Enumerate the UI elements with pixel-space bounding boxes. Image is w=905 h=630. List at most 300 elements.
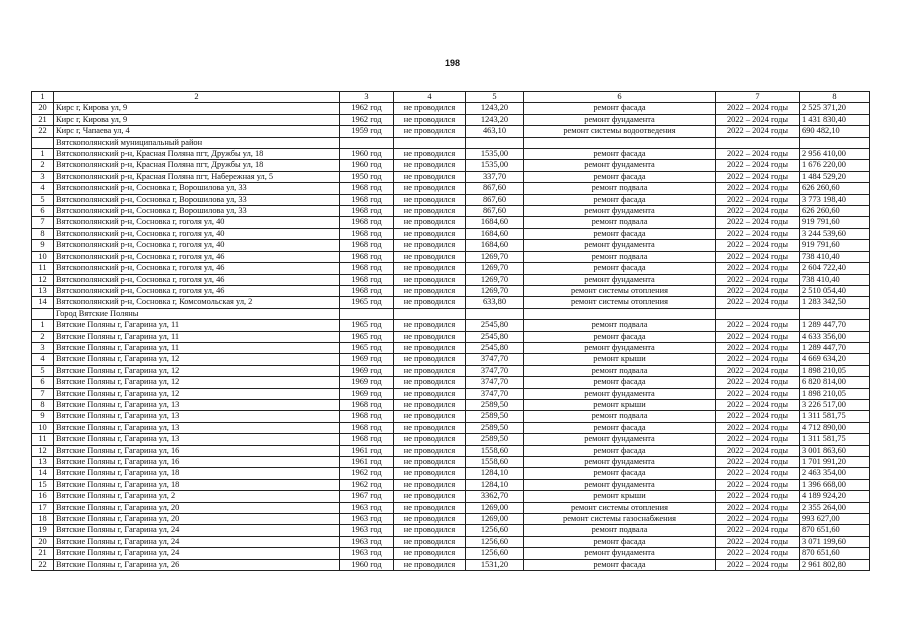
area-cell: 2589,50 bbox=[466, 411, 524, 422]
work-type-cell: ремонт фасада bbox=[524, 194, 716, 205]
section-spacer bbox=[32, 308, 54, 319]
overhaul-status-cell: не проводился bbox=[394, 377, 466, 388]
area-cell: 1269,70 bbox=[466, 285, 524, 296]
address-cell: Вятские Поляны г, Гагарина ул, 12 bbox=[54, 377, 340, 388]
work-type-cell: ремонт фасада bbox=[524, 103, 716, 114]
build-year-cell: 1961 год bbox=[340, 445, 394, 456]
build-year-cell: 1963 год bbox=[340, 536, 394, 547]
build-year-cell: 1969 год bbox=[340, 388, 394, 399]
period-cell: 2022 – 2024 годы bbox=[716, 320, 800, 331]
period-cell: 2022 – 2024 годы bbox=[716, 331, 800, 342]
row-number: 5 bbox=[32, 194, 54, 205]
period-cell: 2022 – 2024 годы bbox=[716, 126, 800, 137]
area-cell: 3747,70 bbox=[466, 365, 524, 376]
row-number: 15 bbox=[32, 479, 54, 490]
row-number: 10 bbox=[32, 251, 54, 262]
work-type-cell: ремонт фасада bbox=[524, 559, 716, 570]
section-title: Вятскополянский муниципальный район bbox=[54, 137, 340, 148]
area-cell: 2589,50 bbox=[466, 399, 524, 410]
build-year-cell: 1968 год bbox=[340, 434, 394, 445]
table-row bbox=[32, 536, 870, 547]
column-header: 8 bbox=[800, 92, 870, 103]
period-cell: 2022 – 2024 годы bbox=[716, 468, 800, 479]
page-number: 198 bbox=[444, 58, 461, 68]
area-cell: 1684,60 bbox=[466, 217, 524, 228]
table-row bbox=[32, 194, 870, 205]
area-cell: 1684,60 bbox=[466, 228, 524, 239]
table-row bbox=[32, 548, 870, 559]
address-cell: Вятские Поляны г, Гагарина ул, 2 bbox=[54, 491, 340, 502]
area-cell: 463,10 bbox=[466, 126, 524, 137]
period-cell: 2022 – 2024 годы bbox=[716, 342, 800, 353]
period-cell: 2022 – 2024 годы bbox=[716, 445, 800, 456]
overhaul-status-cell: не проводился bbox=[394, 514, 466, 525]
address-cell: Вятские Поляны г, Гагарина ул, 13 bbox=[54, 434, 340, 445]
row-number: 6 bbox=[32, 206, 54, 217]
section-spacer bbox=[340, 308, 394, 319]
build-year-cell: 1968 год bbox=[340, 228, 394, 239]
row-number: 19 bbox=[32, 525, 54, 536]
column-header: 6 bbox=[524, 92, 716, 103]
work-type-cell: ремонт крыши bbox=[524, 491, 716, 502]
area-cell: 867,60 bbox=[466, 194, 524, 205]
table-row bbox=[32, 502, 870, 513]
section-row bbox=[32, 308, 870, 319]
work-type-cell: ремонт подвала bbox=[524, 251, 716, 262]
work-type-cell: ремонт фасада bbox=[524, 445, 716, 456]
address-cell: Вятские Поляны г, Гагарина ул, 11 bbox=[54, 331, 340, 342]
table-row bbox=[32, 160, 870, 171]
build-year-cell: 1968 год bbox=[340, 206, 394, 217]
cost-cell: 2 525 371,20 bbox=[800, 103, 870, 114]
build-year-cell: 1968 год bbox=[340, 263, 394, 274]
work-type-cell: ремонт подвала bbox=[524, 183, 716, 194]
cost-cell: 3 773 198,40 bbox=[800, 194, 870, 205]
cost-cell: 690 482,10 bbox=[800, 126, 870, 137]
address-cell: Вятские Поляны г, Гагарина ул, 18 bbox=[54, 479, 340, 490]
build-year-cell: 1960 год bbox=[340, 149, 394, 160]
address-cell: Кирс г, Кирова ул, 9 bbox=[54, 114, 340, 125]
area-cell: 3747,70 bbox=[466, 388, 524, 399]
column-header: 2 bbox=[54, 92, 340, 103]
address-cell: Вятские Поляны г, Гагарина ул, 12 bbox=[54, 365, 340, 376]
area-cell: 1284,10 bbox=[466, 468, 524, 479]
period-cell: 2022 – 2024 годы bbox=[716, 377, 800, 388]
period-cell: 2022 – 2024 годы bbox=[716, 206, 800, 217]
column-header: 7 bbox=[716, 92, 800, 103]
area-cell: 2589,50 bbox=[466, 422, 524, 433]
table-row bbox=[32, 468, 870, 479]
cost-cell: 2 956 410,00 bbox=[800, 149, 870, 160]
address-cell: Вятские Поляны г, Гагарина ул, 13 bbox=[54, 422, 340, 433]
period-cell: 2022 – 2024 годы bbox=[716, 388, 800, 399]
area-cell: 1269,70 bbox=[466, 274, 524, 285]
section-spacer bbox=[524, 137, 716, 148]
period-cell: 2022 – 2024 годы bbox=[716, 548, 800, 559]
section-spacer bbox=[394, 308, 466, 319]
column-header: 5 bbox=[466, 92, 524, 103]
period-cell: 2022 – 2024 годы bbox=[716, 228, 800, 239]
address-cell: Вятскополянский р-н, Сосновка г, Ворошилова ул, 33 bbox=[54, 194, 340, 205]
build-year-cell: 1963 год bbox=[340, 514, 394, 525]
cost-cell: 3 226 517,00 bbox=[800, 399, 870, 410]
address-cell: Вятскополянский р-н, Сосновка г, гоголя ул, 40 bbox=[54, 217, 340, 228]
cost-cell: 1 283 342,50 bbox=[800, 297, 870, 308]
period-cell: 2022 – 2024 годы bbox=[716, 194, 800, 205]
cost-cell: 2 355 264,00 bbox=[800, 502, 870, 513]
cost-cell: 2 604 722,40 bbox=[800, 263, 870, 274]
table-row bbox=[32, 411, 870, 422]
cost-cell: 870 651,60 bbox=[800, 548, 870, 559]
work-type-cell: ремонт системы отопления bbox=[524, 285, 716, 296]
area-cell: 867,60 bbox=[466, 206, 524, 217]
build-year-cell: 1969 год bbox=[340, 354, 394, 365]
overhaul-status-cell: не проводился bbox=[394, 354, 466, 365]
row-number: 13 bbox=[32, 285, 54, 296]
table-row bbox=[32, 263, 870, 274]
overhaul-status-cell: не проводился bbox=[394, 171, 466, 182]
overhaul-status-cell: не проводился bbox=[394, 422, 466, 433]
cost-cell: 1 676 220,00 bbox=[800, 160, 870, 171]
row-number: 4 bbox=[32, 354, 54, 365]
row-number: 11 bbox=[32, 263, 54, 274]
row-number: 13 bbox=[32, 457, 54, 468]
period-cell: 2022 – 2024 годы bbox=[716, 559, 800, 570]
cost-cell: 3 244 539,60 bbox=[800, 228, 870, 239]
area-cell: 1256,60 bbox=[466, 548, 524, 559]
overhaul-status-cell: не проводился bbox=[394, 502, 466, 513]
row-number: 2 bbox=[32, 160, 54, 171]
row-number: 8 bbox=[32, 399, 54, 410]
address-cell: Вятскополянский р-н, Сосновка г, гоголя ул, 46 bbox=[54, 285, 340, 296]
area-cell: 1269,70 bbox=[466, 263, 524, 274]
address-cell: Вятскополянский р-н, Сосновка г, Ворошилова ул, 33 bbox=[54, 183, 340, 194]
cost-cell: 4 189 924,20 bbox=[800, 491, 870, 502]
overhaul-status-cell: не проводился bbox=[394, 194, 466, 205]
cost-cell: 919 791,60 bbox=[800, 217, 870, 228]
overhaul-status-cell: не проводился bbox=[394, 206, 466, 217]
work-type-cell: ремонт фасада bbox=[524, 331, 716, 342]
work-type-cell: ремонт фасада bbox=[524, 377, 716, 388]
area-cell: 1558,60 bbox=[466, 457, 524, 468]
cost-cell: 1 701 991,20 bbox=[800, 457, 870, 468]
overhaul-status-cell: не проводился bbox=[394, 399, 466, 410]
table-row bbox=[32, 171, 870, 182]
cost-cell: 738 410,40 bbox=[800, 251, 870, 262]
cost-cell: 1 431 830,40 bbox=[800, 114, 870, 125]
table-row bbox=[32, 217, 870, 228]
period-cell: 2022 – 2024 годы bbox=[716, 491, 800, 502]
period-cell: 2022 – 2024 годы bbox=[716, 514, 800, 525]
overhaul-status-cell: не проводился bbox=[394, 251, 466, 262]
work-type-cell: ремонт фасада bbox=[524, 228, 716, 239]
address-cell: Кирс г, Чапаева ул, 4 bbox=[54, 126, 340, 137]
cost-cell: 993 627,00 bbox=[800, 514, 870, 525]
area-cell: 3747,70 bbox=[466, 354, 524, 365]
address-cell: Кирс г, Кирова ул, 9 bbox=[54, 103, 340, 114]
work-type-cell: ремонт фундамента bbox=[524, 548, 716, 559]
cost-cell: 4 669 634,20 bbox=[800, 354, 870, 365]
build-year-cell: 1963 год bbox=[340, 525, 394, 536]
work-type-cell: ремонт системы водоотведения bbox=[524, 126, 716, 137]
cost-cell: 1 289 447,70 bbox=[800, 342, 870, 353]
table-row bbox=[32, 434, 870, 445]
table-row bbox=[32, 479, 870, 490]
period-cell: 2022 – 2024 годы bbox=[716, 297, 800, 308]
cost-cell: 6 820 814,00 bbox=[800, 377, 870, 388]
build-year-cell: 1968 год bbox=[340, 217, 394, 228]
table-row bbox=[32, 559, 870, 570]
address-cell: Вятские Поляны г, Гагарина ул, 13 bbox=[54, 399, 340, 410]
work-type-cell: ремонт системы отопления bbox=[524, 502, 716, 513]
overhaul-status-cell: не проводился bbox=[394, 457, 466, 468]
row-number: 8 bbox=[32, 228, 54, 239]
address-cell: Вятские Поляны г, Гагарина ул, 24 bbox=[54, 525, 340, 536]
row-number: 17 bbox=[32, 502, 54, 513]
row-number: 7 bbox=[32, 388, 54, 399]
work-type-cell: ремонт фундамента bbox=[524, 434, 716, 445]
column-header: 4 bbox=[394, 92, 466, 103]
table-row bbox=[32, 354, 870, 365]
build-year-cell: 1960 год bbox=[340, 559, 394, 570]
work-type-cell: ремонт фундамента bbox=[524, 479, 716, 490]
table-row bbox=[32, 365, 870, 376]
overhaul-status-cell: не проводился bbox=[394, 365, 466, 376]
build-year-cell: 1963 год bbox=[340, 548, 394, 559]
section-title: Город Вятские Поляны bbox=[54, 308, 340, 319]
area-cell: 1269,00 bbox=[466, 514, 524, 525]
build-year-cell: 1961 год bbox=[340, 457, 394, 468]
cost-cell: 1 396 668,00 bbox=[800, 479, 870, 490]
table-row bbox=[32, 457, 870, 468]
section-spacer bbox=[32, 137, 54, 148]
area-cell: 1243,20 bbox=[466, 114, 524, 125]
row-number: 3 bbox=[32, 342, 54, 353]
address-cell: Вятские Поляны г, Гагарина ул, 12 bbox=[54, 388, 340, 399]
area-cell: 1558,60 bbox=[466, 445, 524, 456]
row-number: 9 bbox=[32, 240, 54, 251]
work-type-cell: ремонт подвала bbox=[524, 525, 716, 536]
address-cell: Вятскополянский р-н, Сосновка г, гоголя ул, 46 bbox=[54, 274, 340, 285]
address-cell: Вятские Поляны г, Гагарина ул, 24 bbox=[54, 536, 340, 547]
build-year-cell: 1962 год bbox=[340, 479, 394, 490]
period-cell: 2022 – 2024 годы bbox=[716, 422, 800, 433]
table-row bbox=[32, 342, 870, 353]
work-type-cell: ремонт фасада bbox=[524, 149, 716, 160]
build-year-cell: 1968 год bbox=[340, 194, 394, 205]
cost-cell: 1 898 210,05 bbox=[800, 365, 870, 376]
row-number: 21 bbox=[32, 114, 54, 125]
row-number: 10 bbox=[32, 422, 54, 433]
table-row bbox=[32, 126, 870, 137]
area-cell: 337,70 bbox=[466, 171, 524, 182]
address-cell: Вятскополянский р-н, Сосновка г, Ворошилова ул, 33 bbox=[54, 206, 340, 217]
cost-cell: 1 311 581,75 bbox=[800, 411, 870, 422]
repair-registry-table bbox=[31, 91, 870, 571]
table-row bbox=[32, 251, 870, 262]
row-number: 4 bbox=[32, 183, 54, 194]
period-cell: 2022 – 2024 годы bbox=[716, 160, 800, 171]
build-year-cell: 1968 год bbox=[340, 411, 394, 422]
row-number: 20 bbox=[32, 536, 54, 547]
row-number: 1 bbox=[32, 320, 54, 331]
period-cell: 2022 – 2024 годы bbox=[716, 251, 800, 262]
table-row bbox=[32, 149, 870, 160]
cost-cell: 738 410,40 bbox=[800, 274, 870, 285]
build-year-cell: 1968 год bbox=[340, 399, 394, 410]
work-type-cell: ремонт крыши bbox=[524, 399, 716, 410]
overhaul-status-cell: не проводился bbox=[394, 285, 466, 296]
period-cell: 2022 – 2024 годы bbox=[716, 399, 800, 410]
row-number: 5 bbox=[32, 365, 54, 376]
table-row bbox=[32, 491, 870, 502]
overhaul-status-cell: не проводился bbox=[394, 559, 466, 570]
table-row bbox=[32, 445, 870, 456]
row-number: 18 bbox=[32, 514, 54, 525]
build-year-cell: 1969 год bbox=[340, 365, 394, 376]
cost-cell: 2 961 802,80 bbox=[800, 559, 870, 570]
period-cell: 2022 – 2024 годы bbox=[716, 149, 800, 160]
period-cell: 2022 – 2024 годы bbox=[716, 274, 800, 285]
table-row bbox=[32, 285, 870, 296]
period-cell: 2022 – 2024 годы bbox=[716, 240, 800, 251]
build-year-cell: 1963 год bbox=[340, 502, 394, 513]
address-cell: Вятские Поляны г, Гагарина ул, 20 bbox=[54, 514, 340, 525]
address-cell: Вятские Поляны г, Гагарина ул, 16 bbox=[54, 457, 340, 468]
build-year-cell: 1967 год bbox=[340, 491, 394, 502]
row-number: 20 bbox=[32, 103, 54, 114]
area-cell: 2545,80 bbox=[466, 342, 524, 353]
row-number: 14 bbox=[32, 468, 54, 479]
overhaul-status-cell: не проводился bbox=[394, 103, 466, 114]
cost-cell: 626 260,60 bbox=[800, 206, 870, 217]
section-spacer bbox=[800, 308, 870, 319]
build-year-cell: 1965 год bbox=[340, 320, 394, 331]
work-type-cell: ремонт подвала bbox=[524, 411, 716, 422]
column-header: 1 bbox=[32, 92, 54, 103]
area-cell: 2589,50 bbox=[466, 434, 524, 445]
section-spacer bbox=[466, 308, 524, 319]
work-type-cell: ремонт подвала bbox=[524, 365, 716, 376]
overhaul-status-cell: не проводился bbox=[394, 525, 466, 536]
period-cell: 2022 – 2024 годы bbox=[716, 103, 800, 114]
address-cell: Вятские Поляны г, Гагарина ул, 18 bbox=[54, 468, 340, 479]
row-number: 22 bbox=[32, 126, 54, 137]
row-number: 2 bbox=[32, 331, 54, 342]
area-cell: 1256,60 bbox=[466, 525, 524, 536]
address-cell: Вятскополянский р-н, Красная Поляна пгт, Дружбы ул, 18 bbox=[54, 160, 340, 171]
section-spacer bbox=[716, 308, 800, 319]
section-row bbox=[32, 137, 870, 148]
period-cell: 2022 – 2024 годы bbox=[716, 263, 800, 274]
area-cell: 1535,00 bbox=[466, 160, 524, 171]
overhaul-status-cell: не проводился bbox=[394, 434, 466, 445]
period-cell: 2022 – 2024 годы bbox=[716, 285, 800, 296]
work-type-cell: ремонт фундамента bbox=[524, 114, 716, 125]
address-cell: Вятскополянский р-н, Сосновка г, Комсомольская ул, 2 bbox=[54, 297, 340, 308]
work-type-cell: ремонт системы газоснабжения bbox=[524, 514, 716, 525]
build-year-cell: 1962 год bbox=[340, 468, 394, 479]
address-cell: Вятскополянский р-н, Сосновка г, гоголя ул, 46 bbox=[54, 263, 340, 274]
row-number: 9 bbox=[32, 411, 54, 422]
work-type-cell: ремонт подвала bbox=[524, 320, 716, 331]
row-number: 1 bbox=[32, 149, 54, 160]
table-row bbox=[32, 206, 870, 217]
row-number: 22 bbox=[32, 559, 54, 570]
area-cell: 1535,00 bbox=[466, 149, 524, 160]
work-type-cell: ремонт фундамента bbox=[524, 457, 716, 468]
table-row bbox=[32, 331, 870, 342]
address-cell: Вятские Поляны г, Гагарина ул, 12 bbox=[54, 354, 340, 365]
section-spacer bbox=[340, 137, 394, 148]
area-cell: 867,60 bbox=[466, 183, 524, 194]
table-row bbox=[32, 297, 870, 308]
table-row bbox=[32, 228, 870, 239]
address-cell: Вятские Поляны г, Гагарина ул, 16 bbox=[54, 445, 340, 456]
overhaul-status-cell: не проводился bbox=[394, 342, 466, 353]
overhaul-status-cell: не проводился bbox=[394, 468, 466, 479]
period-cell: 2022 – 2024 годы bbox=[716, 434, 800, 445]
overhaul-status-cell: не проводился bbox=[394, 445, 466, 456]
area-cell: 1269,70 bbox=[466, 251, 524, 262]
overhaul-status-cell: не проводился bbox=[394, 149, 466, 160]
build-year-cell: 1959 год bbox=[340, 126, 394, 137]
address-cell: Вятскополянский р-н, Красная Поляна пгт, Дружбы ул, 18 bbox=[54, 149, 340, 160]
row-number: 3 bbox=[32, 171, 54, 182]
period-cell: 2022 – 2024 годы bbox=[716, 171, 800, 182]
period-cell: 2022 – 2024 годы bbox=[716, 502, 800, 513]
area-cell: 2545,80 bbox=[466, 320, 524, 331]
section-spacer bbox=[800, 137, 870, 148]
address-cell: Вятские Поляны г, Гагарина ул, 26 bbox=[54, 559, 340, 570]
build-year-cell: 1968 год bbox=[340, 274, 394, 285]
section-spacer bbox=[466, 137, 524, 148]
build-year-cell: 1960 год bbox=[340, 160, 394, 171]
address-cell: Вятскополянский р-н, Сосновка г, гоголя ул, 40 bbox=[54, 228, 340, 239]
cost-cell: 3 001 863,60 bbox=[800, 445, 870, 456]
work-type-cell: ремонт фундамента bbox=[524, 388, 716, 399]
period-cell: 2022 – 2024 годы bbox=[716, 365, 800, 376]
cost-cell: 1 311 581,75 bbox=[800, 434, 870, 445]
build-year-cell: 1969 год bbox=[340, 377, 394, 388]
build-year-cell: 1968 год bbox=[340, 251, 394, 262]
address-cell: Вятские Поляны г, Гагарина ул, 11 bbox=[54, 342, 340, 353]
period-cell: 2022 – 2024 годы bbox=[716, 536, 800, 547]
overhaul-status-cell: не проводился bbox=[394, 160, 466, 171]
table-row bbox=[32, 525, 870, 536]
header-row bbox=[32, 92, 870, 103]
area-cell: 3362,70 bbox=[466, 491, 524, 502]
table-row bbox=[32, 103, 870, 114]
overhaul-status-cell: не проводился bbox=[394, 274, 466, 285]
address-cell: Вятские Поляны г, Гагарина ул, 20 bbox=[54, 502, 340, 513]
period-cell: 2022 – 2024 годы bbox=[716, 217, 800, 228]
work-type-cell: ремонт подвала bbox=[524, 217, 716, 228]
cost-cell: 4 712 890,00 bbox=[800, 422, 870, 433]
overhaul-status-cell: не проводился bbox=[394, 240, 466, 251]
period-cell: 2022 – 2024 годы bbox=[716, 525, 800, 536]
work-type-cell: ремонт фундамента bbox=[524, 206, 716, 217]
work-type-cell: ремонт фундамента bbox=[524, 160, 716, 171]
area-cell: 1243,20 bbox=[466, 103, 524, 114]
address-cell: Вятские Поляны г, Гагарина ул, 11 bbox=[54, 320, 340, 331]
period-cell: 2022 – 2024 годы bbox=[716, 411, 800, 422]
cost-cell: 1 898 210,05 bbox=[800, 388, 870, 399]
period-cell: 2022 – 2024 годы bbox=[716, 354, 800, 365]
address-cell: Вятскополянский р-н, Сосновка г, гоголя ул, 46 bbox=[54, 251, 340, 262]
overhaul-status-cell: не проводился bbox=[394, 491, 466, 502]
build-year-cell: 1968 год bbox=[340, 285, 394, 296]
